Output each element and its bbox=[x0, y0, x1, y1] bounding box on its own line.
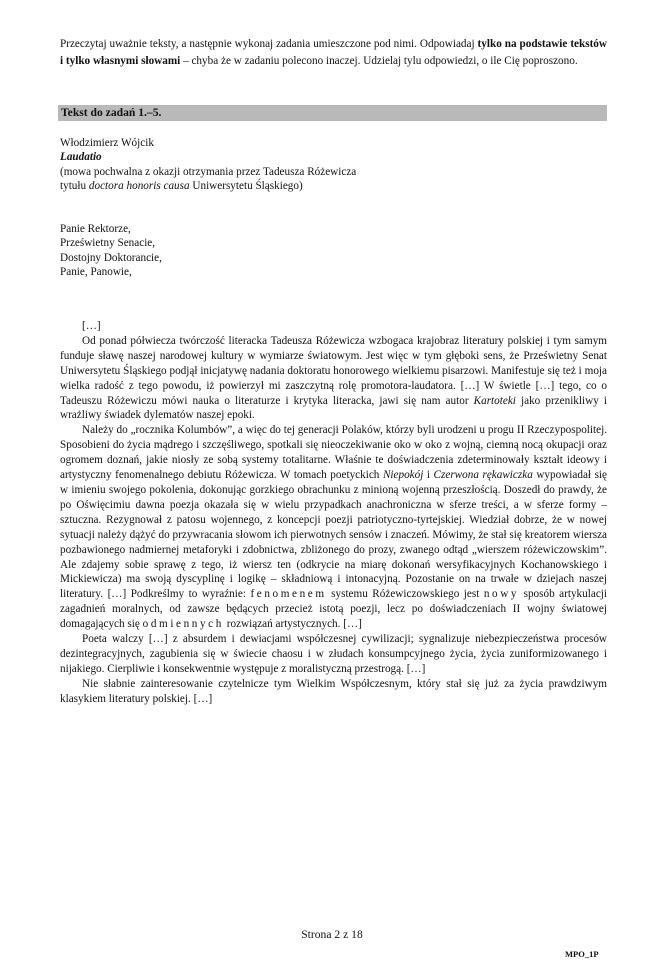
occasion-line-1: (mowa pochwalna z okazji otrzymania przez Tadeusza Różewicza bbox=[60, 165, 357, 178]
exam-code: MPO_1P bbox=[565, 949, 599, 959]
speech-body bbox=[60, 319, 607, 707]
page-number: Strona 2 z 18 bbox=[301, 928, 363, 941]
author-name: Włodzimierz Wójcik bbox=[60, 137, 154, 149]
section-heading-bar bbox=[58, 105, 607, 121]
source-info bbox=[60, 136, 356, 194]
instructions bbox=[60, 36, 607, 70]
instructions-text-1: Przeczytaj uważnie teksty, a następnie wykonaj zadania umieszczone pod nimi. Odpowiadaj bbox=[60, 38, 478, 50]
paragraph-1: Od ponad półwiecza twórczość literacka Tadeusza Różewicza wzbogaca krajobraz literatury polskiej i tym samym funduje sławę naszej narodowej kultury w wymiarze światowym. Jest więc w tym głęboki sens, że Prześwietny Senat Uniwersytetu Śląskiego podjął inicjatywę nadania doktoratu honorowego wielkiemu pisarzowi. Manifestuje się też i moja wielka radość z tego powodu, iż powierzył mi zaszczytną rolę promotora-laudatora. […] W świetle […] tego, co o Tadeuszu Różewiczu mówi nauka o literaturze i krytyka literacka, jawi się nam autor Kartoteki jako przenikliwy i wrażliwy świadek dylematów naszej epoki. bbox=[60, 334, 607, 422]
ellipsis-open: […] bbox=[82, 320, 101, 332]
instructions-text-2: – chyba że w zadaniu polecono inaczej. Udzielaj tylu odpowiedzi, o ile Cię poproszono. bbox=[180, 55, 578, 68]
text-title: Laudatio bbox=[60, 151, 102, 164]
paragraph-3: Poeta walczy […] z absurdem i dewiacjami współczesnej cywilizacji; sygnalizuje niebezpieczeństwa procesów dezintegracyjnych, zagubienia się w świecie chaosu i w złudach konsumpcyjnego życia, życia zuniformizowanego i nijakiego. Cierpliwie i konsekwentnie występuje z moralistyczną przestrogą. […] bbox=[60, 633, 607, 675]
salutation bbox=[60, 222, 162, 280]
salutation-line: Prześwietny Senacie, bbox=[60, 237, 156, 250]
paragraph-4: Nie słabnie zainteresowanie czytelnicze tym Wielkim Współczesnym, który stał się już za życia prawdziwym klasykiem literatury polskiej. […] bbox=[60, 677, 607, 705]
paragraph-2: Należy do „rocznika Kolumbów”, a więc do tej generacji Polaków, którzy byli urodzeni u progu II Rzeczypospolitej. Sposobieni do życia mądrego i szczęśliwego, spotkali się nieoczekiwanie oko w oko z wojną, ciemną nocą okupacji oraz ogromem doznań, jakie niosły ze sobą systemy totalitarne. Właśnie te doświadczenia zdeterminowały kształt ideowy i artystyczny fenomenalnego debiutu Różewicza. W tomach poetyckich Niepokój i Czerwona rękawiczka wypowiadał się w imieniu swojego pokolenia, dokonując gorzkiego obrachunku z minioną wojenną przeszłością. Doszedł do prawdy, że po Oświęcimiu dawna poezja okazała się w wielu przypadkach anachroniczna w sferze treści, a w sferze formy – sztuczna. Rezygnował z patosu wojennego, z koncepcji poezji patriotyczno-tyrtejskiej. Wiedział dobrze, że w nowej sytuacji należy dążyć do przywracania słowom ich pierwotnych sensów i znaczeń. Mówimy, że stał się kreatorem wiersza pozbawionego nadmiernej metaforyki i zdobnictwa, zbliżonego do prozy, zwanego odtąd „wierszem różewiczowskim”. Ale zdajemy sobie sprawę z tego, iż wiersz ten (odkrycie na miarę dokonań wersyfikacyjnych Kochanowskiego i Mickiewicza) ma swoją dyscyplinę i logikę – składniową i intonacyjną. Pozostanie on na trwałe w dziejach naszej literatury. […] Podkreślmy to wyraźnie: fenomenem systemu Różewiczowskiego jest nowy sposób artykulacji zagadnień moralnych, od zawsze będących przecież istotą poezji, lecz po doświadczeniach II wojny światowej domagających się odmiennych rozwiązań artystycznych. […] bbox=[60, 424, 607, 631]
salutation-line: Panie, Panowie, bbox=[60, 266, 132, 279]
salutation-line: Dostojny Doktorancie, bbox=[60, 251, 162, 264]
salutation-line: Panie Rektorze, bbox=[60, 223, 131, 235]
occasion-line-2: tytułu doctora honoris causa Uniwersytetu Śląskiego) bbox=[60, 180, 303, 193]
section-heading: Tekst do zadań 1.–5. bbox=[61, 106, 162, 119]
instructions-bold: tylko na podstawie tekstów i tylko własnymi słowami bbox=[60, 38, 607, 68]
